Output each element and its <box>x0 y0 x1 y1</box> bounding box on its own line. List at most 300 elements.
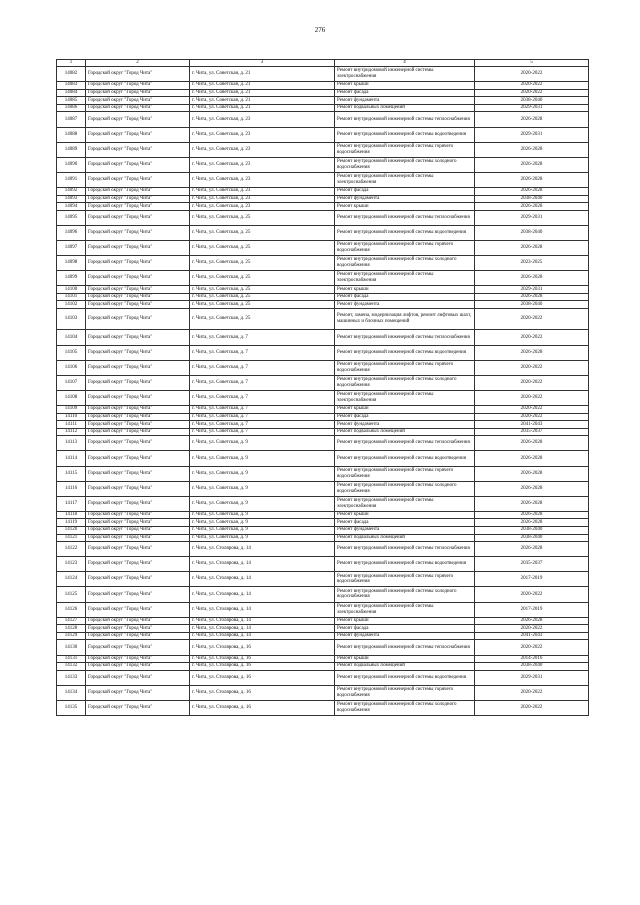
period-cell: 2026-2028 <box>475 511 589 519</box>
period-cell: 2026-2028 <box>475 112 589 127</box>
row-number: 14116 <box>57 481 86 496</box>
address-cell: г. Чита, ул. Советская, д. 25 <box>190 225 335 240</box>
address-cell: г. Чита, ул. Советская, д. 21 <box>190 104 335 112</box>
row-number: 14082 <box>57 67 86 82</box>
work-type-cell: Ремонт внутридомовой инженерной системы холодного водоснабжения <box>335 587 475 602</box>
work-type-cell: Ремонт внутридомовой инженерной системы теплоснабжения <box>335 640 475 655</box>
work-type-cell: Ремонт фундамента <box>335 526 475 534</box>
address-cell: г. Чита, ул. Советская, д. 25 <box>190 308 335 330</box>
row-number: 14086 <box>57 104 86 112</box>
table-row <box>57 157 589 172</box>
row-number: 14098 <box>57 256 86 271</box>
table-row <box>57 670 589 685</box>
table-row <box>57 360 589 375</box>
table-row <box>57 187 589 195</box>
work-type-cell: Ремонт крыши <box>335 286 475 294</box>
period-cell: 2029-2031 <box>475 210 589 225</box>
row-number: 14103 <box>57 308 86 330</box>
municipality-cell: Городской округ "Город Чита" <box>86 142 190 157</box>
table-row <box>57 632 589 640</box>
table-row <box>57 640 589 655</box>
work-type-cell: Ремонт внутридомовой инженерной системы теплоснабжения <box>335 542 475 557</box>
address-cell: г. Чита, ул. Столярова, д. 16 <box>190 640 335 655</box>
work-type-cell: Ремонт фундамента <box>335 301 475 309</box>
address-cell: г. Чита, ул. Советская, д. 9 <box>190 436 335 451</box>
address-cell: г. Чита, ул. Советская, д. 23 <box>190 127 335 142</box>
row-number: 14107 <box>57 375 86 390</box>
work-type-cell: Ремонт внутридомовой инженерной системы водоотведения <box>335 451 475 466</box>
period-cell: 2020-2022 <box>475 405 589 413</box>
municipality-cell: Городской округ "Город Чита" <box>86 496 190 511</box>
period-cell: 2035-2037 <box>475 428 589 436</box>
municipality-cell: Городской округ "Город Чита" <box>86 542 190 557</box>
period-cell: 2020-2022 <box>475 685 589 700</box>
address-cell: г. Чита, ул. Столярова, д. 16 <box>190 670 335 685</box>
address-cell: г. Чита, ул. Советская, д. 9 <box>190 526 335 534</box>
period-cell: 2038-2040 <box>475 225 589 240</box>
municipality-cell: Городской округ "Город Чита" <box>86 390 190 405</box>
work-type-cell: Ремонт, замена, модернизация лифтов, ремонт лифтовых шахт, машинных и блочных помещений <box>335 308 475 330</box>
work-type-cell: Ремонт крыши <box>335 617 475 625</box>
address-cell: г. Чита, ул. Столярова, д. 16 <box>190 700 335 715</box>
period-cell: 2020-2022 <box>475 308 589 330</box>
address-cell: г. Чита, ул. Советская, д. 25 <box>190 271 335 286</box>
municipality-cell: Городской округ "Город Чита" <box>86 89 190 97</box>
table-row <box>57 542 589 557</box>
period-cell: 2017-2019 <box>475 602 589 617</box>
work-type-cell: Ремонт крыши <box>335 655 475 663</box>
row-number: 14135 <box>57 700 86 715</box>
municipality-cell: Городской округ "Город Чита" <box>86 421 190 429</box>
address-cell: г. Чита, ул. Советская, д. 25 <box>190 256 335 271</box>
row-number: 14094 <box>57 203 86 211</box>
work-type-cell: Ремонт фундамента <box>335 632 475 640</box>
municipality-cell: Городской округ "Город Чита" <box>86 519 190 527</box>
municipality-cell: Городской округ "Город Чита" <box>86 127 190 142</box>
table-row <box>57 481 589 496</box>
period-cell: 2026-2028 <box>475 345 589 360</box>
table-row <box>57 240 589 255</box>
row-number: 14088 <box>57 127 86 142</box>
address-cell: г. Чита, ул. Столярова, д. 14 <box>190 625 335 633</box>
column-header-3: 3 <box>190 60 335 67</box>
municipality-cell: Городской округ "Город Чита" <box>86 345 190 360</box>
address-cell: г. Чита, ул. Советская, д. 7 <box>190 360 335 375</box>
municipality-cell: Городской округ "Город Чита" <box>86 187 190 195</box>
work-type-cell: Ремонт внутридомовой инженерной системы электроснабжения <box>335 496 475 511</box>
address-cell: г. Чита, ул. Советская, д. 7 <box>190 330 335 345</box>
row-number: 14104 <box>57 330 86 345</box>
address-cell: г. Чита, ул. Советская, д. 23 <box>190 172 335 187</box>
work-type-cell: Ремонт фасада <box>335 413 475 421</box>
work-type-cell: Ремонт внутридомовой инженерной системы электроснабжения <box>335 271 475 286</box>
row-number: 14100 <box>57 286 86 294</box>
table-row <box>57 466 589 481</box>
table-row <box>57 67 589 82</box>
period-cell: 2026-2028 <box>475 157 589 172</box>
municipality-cell: Городской округ "Город Чита" <box>86 240 190 255</box>
address-cell: г. Чита, ул. Советская, д. 7 <box>190 345 335 360</box>
municipality-cell: Городской округ "Город Чита" <box>86 286 190 294</box>
column-header-2: 2 <box>86 60 190 67</box>
row-number: 14112 <box>57 428 86 436</box>
work-type-cell: Ремонт фасада <box>335 293 475 301</box>
period-cell: 2038-2040 <box>475 195 589 203</box>
address-cell: г. Чита, ул. Столярова, д. 14 <box>190 602 335 617</box>
address-cell: г. Чита, ул. Советская, д. 23 <box>190 187 335 195</box>
address-cell: г. Чита, ул. Столярова, д. 14 <box>190 587 335 602</box>
address-cell: г. Чита, ул. Советская, д. 25 <box>190 286 335 294</box>
work-type-cell: Ремонт внутридомовой инженерной системы теплоснабжения <box>335 436 475 451</box>
work-type-cell: Ремонт крыши <box>335 203 475 211</box>
municipality-cell: Городской округ "Город Чита" <box>86 587 190 602</box>
table-row <box>57 97 589 105</box>
municipality-cell: Городской округ "Город Чита" <box>86 293 190 301</box>
table-row <box>57 104 589 112</box>
work-type-cell: Ремонт внутридомовой инженерной системы электроснабжения <box>335 602 475 617</box>
row-number: 14125 <box>57 587 86 602</box>
table-row <box>57 413 589 421</box>
table-row <box>57 602 589 617</box>
row-number: 14108 <box>57 390 86 405</box>
table-row <box>57 203 589 211</box>
capital-repair-table <box>56 59 589 716</box>
work-type-cell: Ремонт внутридомовой инженерной системы электроснабжения <box>335 172 475 187</box>
municipality-cell: Городской округ "Город Чита" <box>86 82 190 90</box>
municipality-cell: Городской округ "Город Чита" <box>86 203 190 211</box>
row-number: 14118 <box>57 511 86 519</box>
address-cell: г. Чита, ул. Советская, д. 25 <box>190 240 335 255</box>
work-type-cell: Ремонт фасада <box>335 187 475 195</box>
work-type-cell: Ремонт внутридомовой инженерной системы водоотведения <box>335 225 475 240</box>
work-type-cell: Ремонт крыши <box>335 82 475 90</box>
municipality-cell: Городской округ "Город Чита" <box>86 534 190 542</box>
work-type-cell: Ремонт внутридомовой инженерной системы холодного водоснабжения <box>335 481 475 496</box>
work-type-cell: Ремонт фундамента <box>335 97 475 105</box>
period-cell: 2014-2016 <box>475 655 589 663</box>
table-row <box>57 534 589 542</box>
municipality-cell: Городской округ "Город Чита" <box>86 511 190 519</box>
row-number: 14117 <box>57 496 86 511</box>
address-cell: г. Чита, ул. Советская, д. 9 <box>190 481 335 496</box>
municipality-cell: Городской округ "Город Чита" <box>86 617 190 625</box>
table-row <box>57 195 589 203</box>
municipality-cell: Городской округ "Город Чита" <box>86 271 190 286</box>
row-number: 14122 <box>57 542 86 557</box>
municipality-cell: Городской округ "Город Чита" <box>86 104 190 112</box>
row-number: 14126 <box>57 602 86 617</box>
period-cell: 2026-2028 <box>475 172 589 187</box>
table-row <box>57 663 589 671</box>
row-number: 14130 <box>57 640 86 655</box>
period-cell: 2017-2019 <box>475 572 589 587</box>
period-cell: 2020-2022 <box>475 640 589 655</box>
table-row <box>57 519 589 527</box>
work-type-cell: Ремонт внутридомовой инженерной системы теплоснабжения <box>335 330 475 345</box>
municipality-cell: Городской округ "Город Чита" <box>86 67 190 82</box>
municipality-cell: Городской округ "Город Чита" <box>86 640 190 655</box>
table-row <box>57 655 589 663</box>
table-row <box>57 256 589 271</box>
row-number: 14084 <box>57 89 86 97</box>
municipality-cell: Городской округ "Город Чита" <box>86 572 190 587</box>
row-number: 14092 <box>57 187 86 195</box>
period-cell: 2026-2028 <box>475 481 589 496</box>
address-cell: г. Чита, ул. Советская, д. 21 <box>190 89 335 97</box>
municipality-cell: Городской округ "Город Чита" <box>86 428 190 436</box>
row-number: 14096 <box>57 225 86 240</box>
work-type-cell: Ремонт внутридомовой инженерной системы холодного водоснабжения <box>335 157 475 172</box>
page-number: 276 <box>314 26 326 34</box>
period-cell: 2026-2028 <box>475 617 589 625</box>
row-number: 14101 <box>57 293 86 301</box>
work-type-cell: Ремонт внутридомовой инженерной системы электроснабжения <box>335 390 475 405</box>
period-cell: 2029-2031 <box>475 286 589 294</box>
work-type-cell: Ремонт внутридомовой инженерной системы водоотведения <box>335 345 475 360</box>
row-number: 14134 <box>57 685 86 700</box>
column-number-row <box>57 60 589 67</box>
table-row <box>57 225 589 240</box>
row-number: 14091 <box>57 172 86 187</box>
period-cell: 2026-2028 <box>475 496 589 511</box>
address-cell: г. Чита, ул. Советская, д. 9 <box>190 451 335 466</box>
period-cell: 2035-2037 <box>475 557 589 572</box>
address-cell: г. Чита, ул. Столярова, д. 14 <box>190 572 335 587</box>
municipality-cell: Городской округ "Город Чита" <box>86 700 190 715</box>
work-type-cell: Ремонт внутридомовой инженерной системы электроснабжения <box>335 67 475 82</box>
address-cell: г. Чита, ул. Советская, д. 23 <box>190 112 335 127</box>
work-type-cell: Ремонт внутридомовой инженерной системы холодного водоснабжения <box>335 375 475 390</box>
municipality-cell: Городской округ "Город Чита" <box>86 360 190 375</box>
period-cell: 2020-2022 <box>475 375 589 390</box>
table-row <box>57 405 589 413</box>
work-type-cell: Ремонт внутридомовой инженерной системы горячего водоснабжения <box>335 142 475 157</box>
table-row <box>57 700 589 715</box>
column-header-1: 1 <box>57 60 86 67</box>
table-row <box>57 127 589 142</box>
period-cell: 2020-2022 <box>475 82 589 90</box>
work-type-cell: Ремонт внутридомовой инженерной системы водоотведения <box>335 557 475 572</box>
address-cell: г. Чита, ул. Столярова, д. 14 <box>190 557 335 572</box>
table-row <box>57 511 589 519</box>
row-number: 14121 <box>57 534 86 542</box>
row-number: 14131 <box>57 655 86 663</box>
municipality-cell: Городской округ "Город Чита" <box>86 210 190 225</box>
municipality-cell: Городской округ "Город Чита" <box>86 632 190 640</box>
work-type-cell: Ремонт внутридомовой инженерной системы водоотведения <box>335 127 475 142</box>
period-cell: 2020-2022 <box>475 67 589 82</box>
table-row <box>57 345 589 360</box>
address-cell: г. Чита, ул. Советская, д. 9 <box>190 519 335 527</box>
address-cell: г. Чита, ул. Советская, д. 9 <box>190 511 335 519</box>
period-cell: 2020-2022 <box>475 360 589 375</box>
municipality-cell: Городской округ "Город Чита" <box>86 375 190 390</box>
work-type-cell: Ремонт внутридомовой инженерной системы горячего водоснабжения <box>335 685 475 700</box>
table-row <box>57 496 589 511</box>
address-cell: г. Чита, ул. Советская, д. 7 <box>190 421 335 429</box>
municipality-cell: Городской округ "Город Чита" <box>86 112 190 127</box>
address-cell: г. Чита, ул. Советская, д. 21 <box>190 82 335 90</box>
municipality-cell: Городской округ "Город Чита" <box>86 655 190 663</box>
address-cell: г. Чита, ул. Советская, д. 9 <box>190 466 335 481</box>
address-cell: г. Чита, ул. Советская, д. 9 <box>190 534 335 542</box>
municipality-cell: Городской округ "Город Чита" <box>86 330 190 345</box>
period-cell: 2029-2031 <box>475 127 589 142</box>
municipality-cell: Городской округ "Город Чита" <box>86 436 190 451</box>
row-number: 14110 <box>57 413 86 421</box>
table-row <box>57 617 589 625</box>
address-cell: г. Чита, ул. Советская, д. 25 <box>190 293 335 301</box>
period-cell: 2026-2028 <box>475 271 589 286</box>
table-row <box>57 293 589 301</box>
work-type-cell: Ремонт подвальных помещений <box>335 663 475 671</box>
address-cell: г. Чита, ул. Советская, д. 23 <box>190 142 335 157</box>
row-number: 14129 <box>57 632 86 640</box>
municipality-cell: Городской округ "Город Чита" <box>86 602 190 617</box>
period-cell: 2026-2028 <box>475 203 589 211</box>
table-row <box>57 271 589 286</box>
row-number: 14093 <box>57 195 86 203</box>
municipality-cell: Городской округ "Город Чита" <box>86 405 190 413</box>
address-cell: г. Чита, ул. Столярова, д. 14 <box>190 617 335 625</box>
period-cell: 2026-2028 <box>475 451 589 466</box>
address-cell: г. Чита, ул. Советская, д. 9 <box>190 496 335 511</box>
period-cell: 2020-2022 <box>475 413 589 421</box>
municipality-cell: Городской округ "Город Чита" <box>86 526 190 534</box>
municipality-cell: Городской округ "Город Чита" <box>86 451 190 466</box>
table-row <box>57 572 589 587</box>
municipality-cell: Городской округ "Город Чита" <box>86 195 190 203</box>
address-cell: г. Чита, ул. Столярова, д. 14 <box>190 632 335 640</box>
table-row <box>57 557 589 572</box>
work-type-cell: Ремонт внутридомовой инженерной системы водоотведения <box>335 670 475 685</box>
row-number: 14128 <box>57 625 86 633</box>
table-body <box>57 67 589 716</box>
municipality-cell: Городской округ "Город Чита" <box>86 301 190 309</box>
table-row <box>57 436 589 451</box>
row-number: 14083 <box>57 82 86 90</box>
municipality-cell: Городской округ "Город Чита" <box>86 97 190 105</box>
table-row <box>57 587 589 602</box>
work-type-cell: Ремонт подвальных помещений <box>335 104 475 112</box>
address-cell: г. Чита, ул. Советская, д. 25 <box>190 210 335 225</box>
row-number: 14114 <box>57 451 86 466</box>
address-cell: г. Чита, ул. Советская, д. 21 <box>190 97 335 105</box>
work-type-cell: Ремонт фасада <box>335 519 475 527</box>
row-number: 14133 <box>57 670 86 685</box>
period-cell: 2038-2040 <box>475 97 589 105</box>
row-number: 14124 <box>57 572 86 587</box>
work-type-cell: Ремонт внутридомовой инженерной системы холодного водоснабжения <box>335 700 475 715</box>
work-type-cell: Ремонт внутридомовой инженерной системы горячего водоснабжения <box>335 360 475 375</box>
work-type-cell: Ремонт внутридомовой инженерной системы холодного водоснабжения <box>335 256 475 271</box>
address-cell: г. Чита, ул. Столярова, д. 16 <box>190 663 335 671</box>
address-cell: г. Чита, ул. Столярова, д. 16 <box>190 685 335 700</box>
municipality-cell: Городской округ "Город Чита" <box>86 256 190 271</box>
row-number: 14119 <box>57 519 86 527</box>
municipality-cell: Городской округ "Город Чита" <box>86 625 190 633</box>
table-row <box>57 390 589 405</box>
address-cell: г. Чита, ул. Советская, д. 7 <box>190 428 335 436</box>
table-row <box>57 526 589 534</box>
address-cell: г. Чита, ул. Столярова, д. 14 <box>190 542 335 557</box>
period-cell: 2020-2022 <box>475 390 589 405</box>
row-number: 14089 <box>57 142 86 157</box>
row-number: 14120 <box>57 526 86 534</box>
period-cell: 2026-2028 <box>475 519 589 527</box>
municipality-cell: Городской округ "Город Чита" <box>86 481 190 496</box>
work-type-cell: Ремонт внутридомовой инженерной системы горячего водоснабжения <box>335 466 475 481</box>
column-header-5: 5 <box>475 60 589 67</box>
row-number: 14102 <box>57 301 86 309</box>
row-number: 14123 <box>57 557 86 572</box>
period-cell: 2020-2022 <box>475 700 589 715</box>
period-cell: 2038-2040 <box>475 526 589 534</box>
municipality-cell: Городской округ "Город Чита" <box>86 557 190 572</box>
period-cell: 2029-2031 <box>475 670 589 685</box>
period-cell: 2026-2028 <box>475 187 589 195</box>
address-cell: г. Чита, ул. Советская, д. 7 <box>190 390 335 405</box>
row-number: 14105 <box>57 345 86 360</box>
work-type-cell: Ремонт внутридомовой инженерной системы горячего водоснабжения <box>335 572 475 587</box>
row-number: 14095 <box>57 210 86 225</box>
period-cell: 2029-2031 <box>475 104 589 112</box>
row-number: 14127 <box>57 617 86 625</box>
period-cell: 2023-2025 <box>475 256 589 271</box>
work-type-cell: Ремонт внутридомовой инженерной системы теплоснабжения <box>335 210 475 225</box>
work-type-cell: Ремонт фундамента <box>335 421 475 429</box>
table-row <box>57 451 589 466</box>
municipality-cell: Городской округ "Город Чита" <box>86 685 190 700</box>
table-row <box>57 286 589 294</box>
table-row <box>57 685 589 700</box>
work-type-cell: Ремонт крыши <box>335 511 475 519</box>
work-type-cell: Ремонт фасада <box>335 89 475 97</box>
period-cell: 2041-2043 <box>475 421 589 429</box>
municipality-cell: Городской округ "Город Чита" <box>86 157 190 172</box>
row-number: 14087 <box>57 112 86 127</box>
table-row <box>57 428 589 436</box>
table-header <box>57 60 589 67</box>
row-number: 14090 <box>57 157 86 172</box>
work-type-cell: Ремонт внутридомовой инженерной системы горячего водоснабжения <box>335 240 475 255</box>
table-row <box>57 330 589 345</box>
municipality-cell: Городской округ "Город Чита" <box>86 413 190 421</box>
work-type-cell: Ремонт фундамента <box>335 195 475 203</box>
column-header-4: 4 <box>335 60 475 67</box>
period-cell: 2020-2022 <box>475 587 589 602</box>
row-number: 14106 <box>57 360 86 375</box>
row-number: 14085 <box>57 97 86 105</box>
table-row <box>57 421 589 429</box>
address-cell: г. Чита, ул. Советская, д. 7 <box>190 405 335 413</box>
period-cell: 2026-2028 <box>475 240 589 255</box>
table-row <box>57 89 589 97</box>
municipality-cell: Городской округ "Город Чита" <box>86 308 190 330</box>
table-row <box>57 112 589 127</box>
period-cell: 2041-2043 <box>475 632 589 640</box>
period-cell: 2038-2040 <box>475 534 589 542</box>
work-type-cell: Ремонт подвальных помещений <box>335 534 475 542</box>
address-cell: г. Чита, ул. Советская, д. 23 <box>190 203 335 211</box>
period-cell: 2038-2040 <box>475 301 589 309</box>
period-cell: 2026-2028 <box>475 293 589 301</box>
address-cell: г. Чита, ул. Советская, д. 23 <box>190 195 335 203</box>
row-number: 14099 <box>57 271 86 286</box>
municipality-cell: Городской округ "Город Чита" <box>86 466 190 481</box>
row-number: 14111 <box>57 421 86 429</box>
row-number: 14109 <box>57 405 86 413</box>
